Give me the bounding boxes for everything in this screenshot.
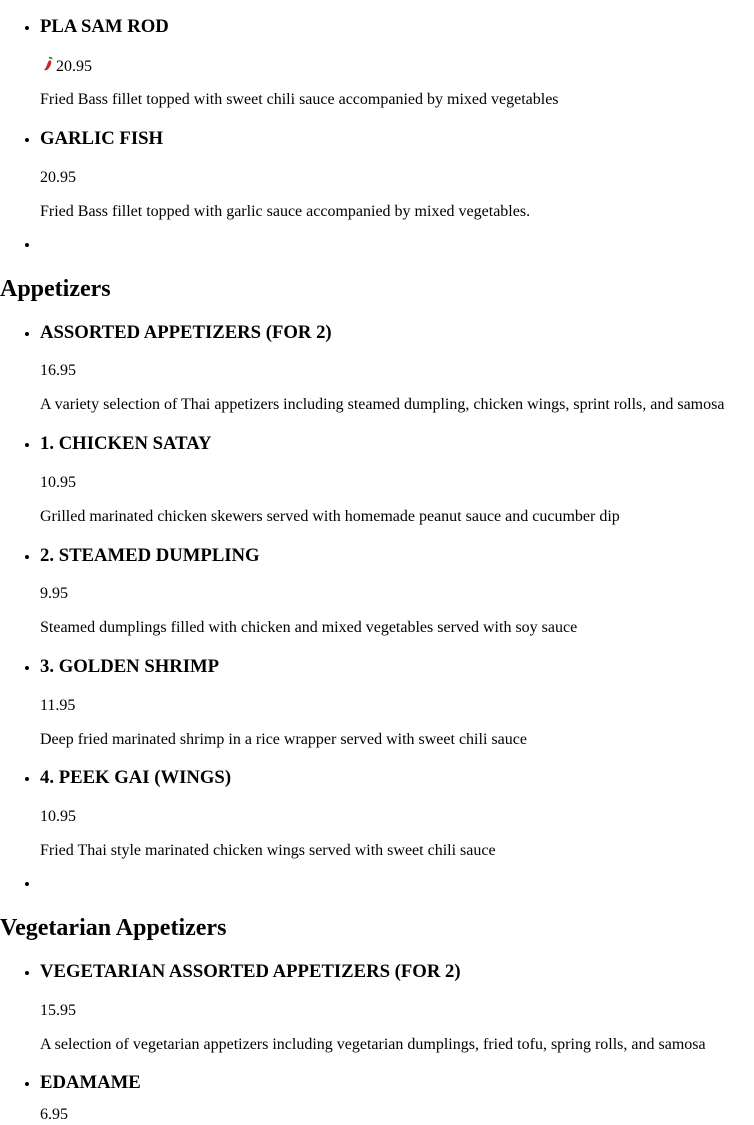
list-item: [40, 545, 260, 567]
item-description: Steamed dumplings filled with chicken and mixed vegetables served with soy sauce: [40, 619, 578, 636]
list-item-description: [40, 90, 559, 110]
item-price: 15.95: [40, 1002, 76, 1019]
section-title-vegetarian-appetizers: Vegetarian Appetizers: [0, 915, 227, 941]
list-item: [40, 961, 461, 983]
item-description: Fried Bass fillet topped with sweet chili sauce accompanied by mixed vegetables: [40, 91, 559, 108]
section-title-appetizers: Appetizers: [0, 276, 111, 302]
appetizer-list: [0, 433, 212, 455]
list-item-price: [40, 56, 92, 77]
vegetarian-list: [0, 1072, 141, 1094]
item-description: A variety selection of Thai appetizers including steamed dumpling, chicken wings, sprint rolls, and samosa: [40, 396, 725, 413]
appetizer-list: [0, 767, 231, 789]
item-description: Fried Thai style marinated chicken wings served with sweet chili sauce: [40, 842, 496, 859]
item-price: 20.95: [40, 169, 76, 186]
item-name: • 3. GOLDEN SHRIMP: [40, 656, 220, 677]
empty-list: [0, 875, 40, 895]
appetizer-list: [0, 656, 219, 678]
item-description: Fried Bass fillet topped with garlic sauce accompanied by mixed vegetables.: [40, 203, 531, 220]
item-name: • ASSORTED APPETIZERS (FOR 2): [40, 322, 332, 343]
empty-list: [0, 236, 40, 256]
fish-list-2: [0, 128, 754, 150]
item-name: • 1. CHICKEN SATAY: [40, 433, 212, 454]
item-price: 10.95: [40, 808, 76, 825]
item-name: • GARLIC FISH: [40, 128, 164, 149]
item-description: Grilled marinated chicken skewers served with homemade peanut sauce and cucumber dip: [40, 508, 620, 525]
item-price: 6.95: [40, 1106, 68, 1123]
list-item: [40, 433, 212, 455]
list-item: [40, 322, 332, 344]
list-item: [40, 16, 169, 38]
list-item: [40, 767, 231, 789]
chili-pepper-icon: [40, 56, 56, 72]
item-price: 10.95: [40, 474, 76, 491]
item-name: • EDAMAME: [40, 1072, 141, 1093]
vegetarian-list: [0, 961, 461, 983]
item-description: A selection of vegetarian appetizers including vegetarian dumplings, fried tofu, spring rolls, and samosa: [40, 1036, 706, 1053]
item-price: 11.95: [40, 697, 76, 714]
appetizer-list: [0, 322, 332, 344]
item-description: Deep fried marinated shrimp in a rice wrapper served with sweet chili sauce: [40, 731, 527, 748]
list-item: [40, 656, 219, 678]
item-name: • 4. PEEK GAI (WINGS): [40, 767, 232, 788]
item-name: • 2. STEAMED DUMPLING: [40, 545, 260, 566]
item-price: 9.95: [40, 585, 68, 602]
item-price: 16.95: [40, 362, 76, 379]
list-item: [40, 1072, 141, 1094]
item-price: 20.95: [56, 58, 92, 75]
list-item: [40, 128, 754, 150]
appetizer-list: [0, 545, 260, 567]
item-name: • PLA SAM ROD: [40, 16, 169, 37]
item-name: • VEGETARIAN ASSORTED APPETIZERS (FOR 2): [40, 961, 461, 982]
